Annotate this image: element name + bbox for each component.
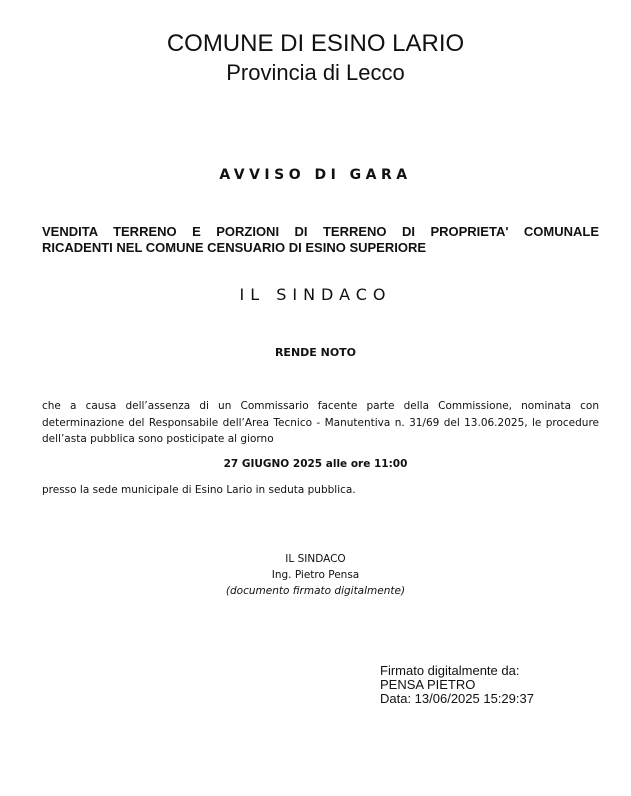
province-subtitle: Provincia di Lecco: [226, 60, 405, 85]
notice-body: che a causa dell’assenza di un Commissario facente parte della Commissione, nominata con determinazione del Responsabile dell’Area Tecnico - Manutentiva n. 31/69 del 13.06.2025, le procedure dell’asta pubblica sono posticipate al giorno: [42, 400, 599, 445]
signature-note: (documento firmato digitalmente): [225, 585, 406, 597]
subject-line-2: RICADENTI NEL COMUNE CENSUARIO DI ESINO SUPERIORE: [42, 240, 427, 255]
auction-date: 27 GIUGNO 2025 alle ore 11:00: [223, 458, 408, 470]
digital-signature-stamp: [380, 664, 534, 706]
authority-heading: IL SINDACO: [239, 285, 392, 304]
digital-signature-date: Data: 13/06/2025 15:29:37: [380, 691, 534, 706]
announce-heading: RENDE NOTO: [274, 346, 357, 359]
notice-title: AVVISO DI GARA: [219, 167, 412, 183]
municipality-title: COMUNE DI ESINO LARIO: [166, 30, 465, 57]
auction-location: presso la sede municipale di Esino Lario in seduta pubblica.: [42, 484, 356, 496]
signature-block: [0, 551, 631, 599]
digital-signature-signer: PENSA PIETRO: [380, 677, 476, 692]
subject-line-1: VENDITA TERRENO E PORZIONI DI TERRENO DI PROPRIETA' COMUNALE: [42, 224, 599, 239]
notice-subject: [42, 224, 599, 256]
signature-role: IL SINDACO: [285, 553, 346, 565]
signature-name: Ing. Pietro Pensa: [271, 569, 360, 581]
digital-signature-label: Firmato digitalmente da:: [380, 663, 520, 678]
